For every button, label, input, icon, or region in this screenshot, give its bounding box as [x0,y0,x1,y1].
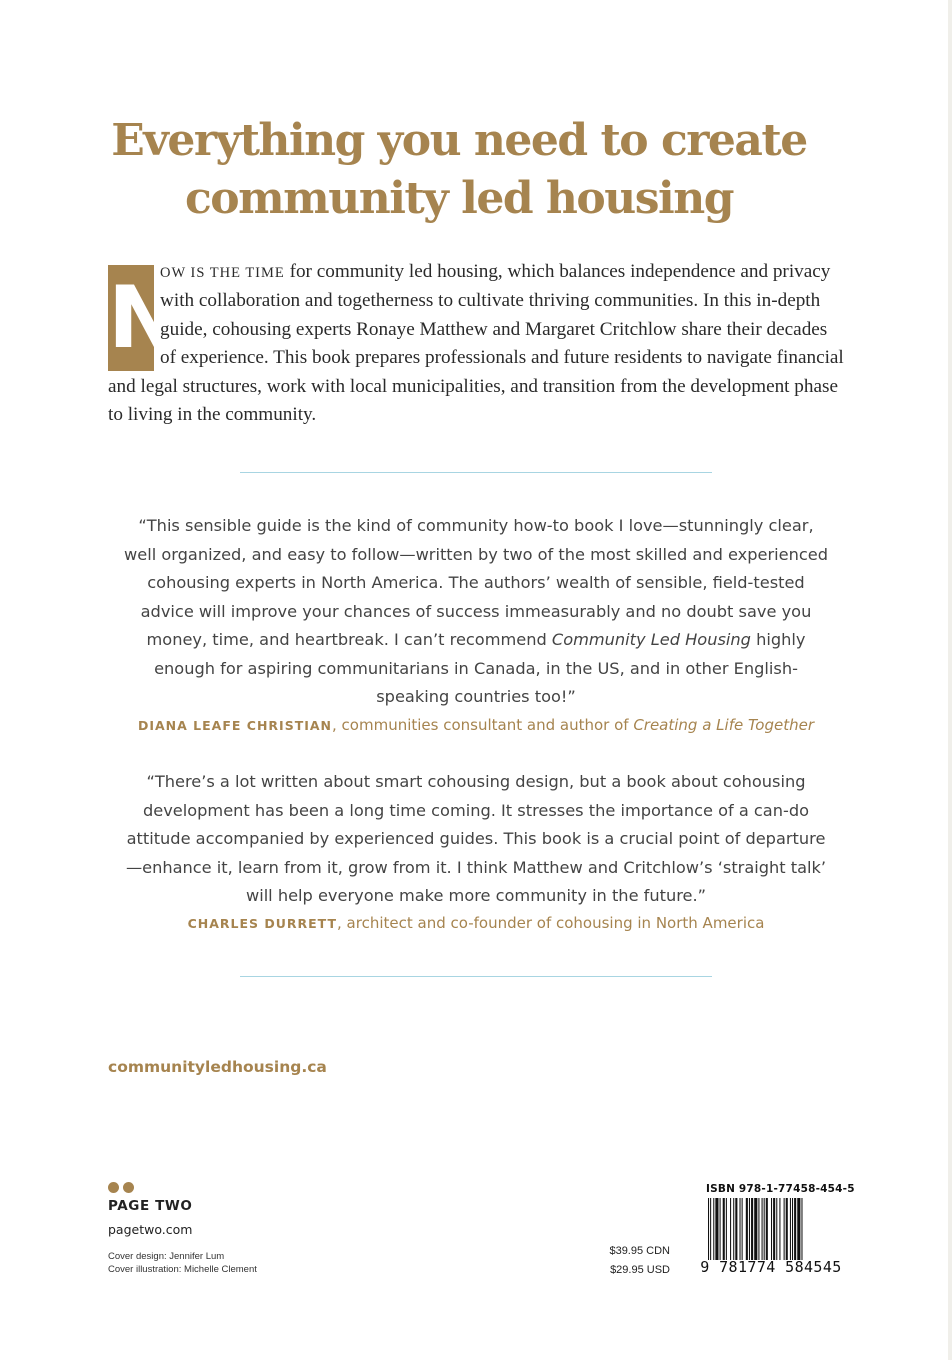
barcode-bar [786,1198,788,1260]
intro-lead: OW IS THE TIME [160,265,285,281]
barcode-bar [784,1198,785,1260]
headline-line-1: Everything you need to create [111,115,807,166]
headline-line-2: community led housing [184,173,734,224]
barcode-icon [708,1198,842,1260]
blurb-quote-1-text-a: “This sensible guide is the kind of community how-to book I love—stunningly clear, well organized, and easy to follow—written by two of the most skilled and experienced cohousing experts in North America. The authors’ wealth of sensible, field-tested advice will improve your chances of success immeasurably and no doubt save you money, time, and heartbreak. I can’t recommend [124,516,828,649]
barcode-bar [773,1198,775,1260]
blurb-attribution-2 [80,914,872,932]
barcode-bar [708,1198,709,1260]
barcode-bar [723,1198,725,1260]
barcode-bar [801,1198,802,1260]
barcode-bar [733,1198,734,1260]
blurb-quote-2-text: “There’s a lot written about smart cohousing design, but a book about cohousing development has been a long time coming. It stresses the importance of a can-do attitude accompanied by experienced guides. This book is a crucial point of departure—enhance it, learn from it, grow from it. I think Matthew and Critchlow’s ‘straight talk’ will help everyone make more community in the future.” [125,772,827,905]
barcode-bar [794,1198,796,1260]
website-link[interactable]: communityledhousing.ca [108,1058,327,1076]
divider-bottom [240,976,712,977]
barcode-bar [742,1198,743,1260]
isbn-digits: 9 781774 584545 [700,1258,842,1276]
barcode-bar [766,1198,768,1260]
page-edge [948,0,952,1360]
blurb-quote-1 [120,512,832,712]
barcode-bar [771,1198,772,1260]
barcode-bar [758,1198,759,1260]
blurb-role-2: , architect and co-founder of cohousing in North America [337,914,765,932]
barcode-bar [735,1198,737,1260]
barcode-bar [740,1198,741,1260]
blurb-quote-1-text-b: highly enough for aspiring communitarians in Canada, in the US, and in other English-speaking countries too!” [154,630,806,706]
blurb-work-1: Creating a Life Together [633,716,815,734]
barcode-bar [726,1198,727,1260]
publisher-site[interactable]: pagetwo.com [108,1222,193,1237]
barcode-bar [751,1198,753,1260]
intro-paragraph [108,258,848,429]
divider-top [240,472,712,473]
barcode-bar [764,1198,765,1260]
barcode-bar [749,1198,750,1260]
publisher-name: PAGE TWO [108,1198,193,1214]
intro-body: for community led housing, which balances independence and privacy with collaboration and togetherness to cultivate thriving communities. In this in-depth guide, cohousing experts Ronaye Matthew and Margaret Critchlow share their decades of experience. This book prepares professionals and future residents to navigate financial and legal structures, work with local municipalities, and transition from the development phase to living in the community. [108,261,844,426]
blurb-role-1: , communities consultant and author of [332,716,634,734]
blurb-attribution-1 [80,716,872,734]
barcode-bar [762,1198,763,1260]
barcode-bar [720,1198,721,1260]
blurb-quote-2 [120,768,832,911]
price-cdn: $39.95 CDN [609,1245,670,1257]
cover-illustration-credit: Cover illustration: Michelle Clement [108,1264,257,1275]
barcode-bar [779,1198,780,1260]
barcode-bar [790,1198,791,1260]
price-usd: $29.95 USD [610,1264,670,1276]
blurb-quote-1-title: Community Led Housing [551,630,751,649]
barcode-bar [730,1198,731,1260]
headline [0,112,918,228]
barcode-bar [746,1198,748,1260]
cover-design-credit: Cover design: Jennifer Lum [108,1251,225,1262]
barcode-bar [713,1198,714,1260]
drop-cap: N [108,265,154,371]
barcode-bar [754,1198,757,1260]
isbn-label: ISBN 978-1-77458-454-5 [706,1183,855,1195]
barcode-bar [797,1198,800,1260]
blurb-author-2: CHARLES DURRETT [187,916,338,931]
barcode-bar [710,1198,711,1260]
barcode-bar [776,1198,777,1260]
publisher-logo-icon [108,1180,138,1192]
blurb-author-1: DIANA LEAFE CHRISTIAN [137,718,333,733]
barcode-bar [715,1198,718,1260]
barcode-bar [792,1198,793,1260]
